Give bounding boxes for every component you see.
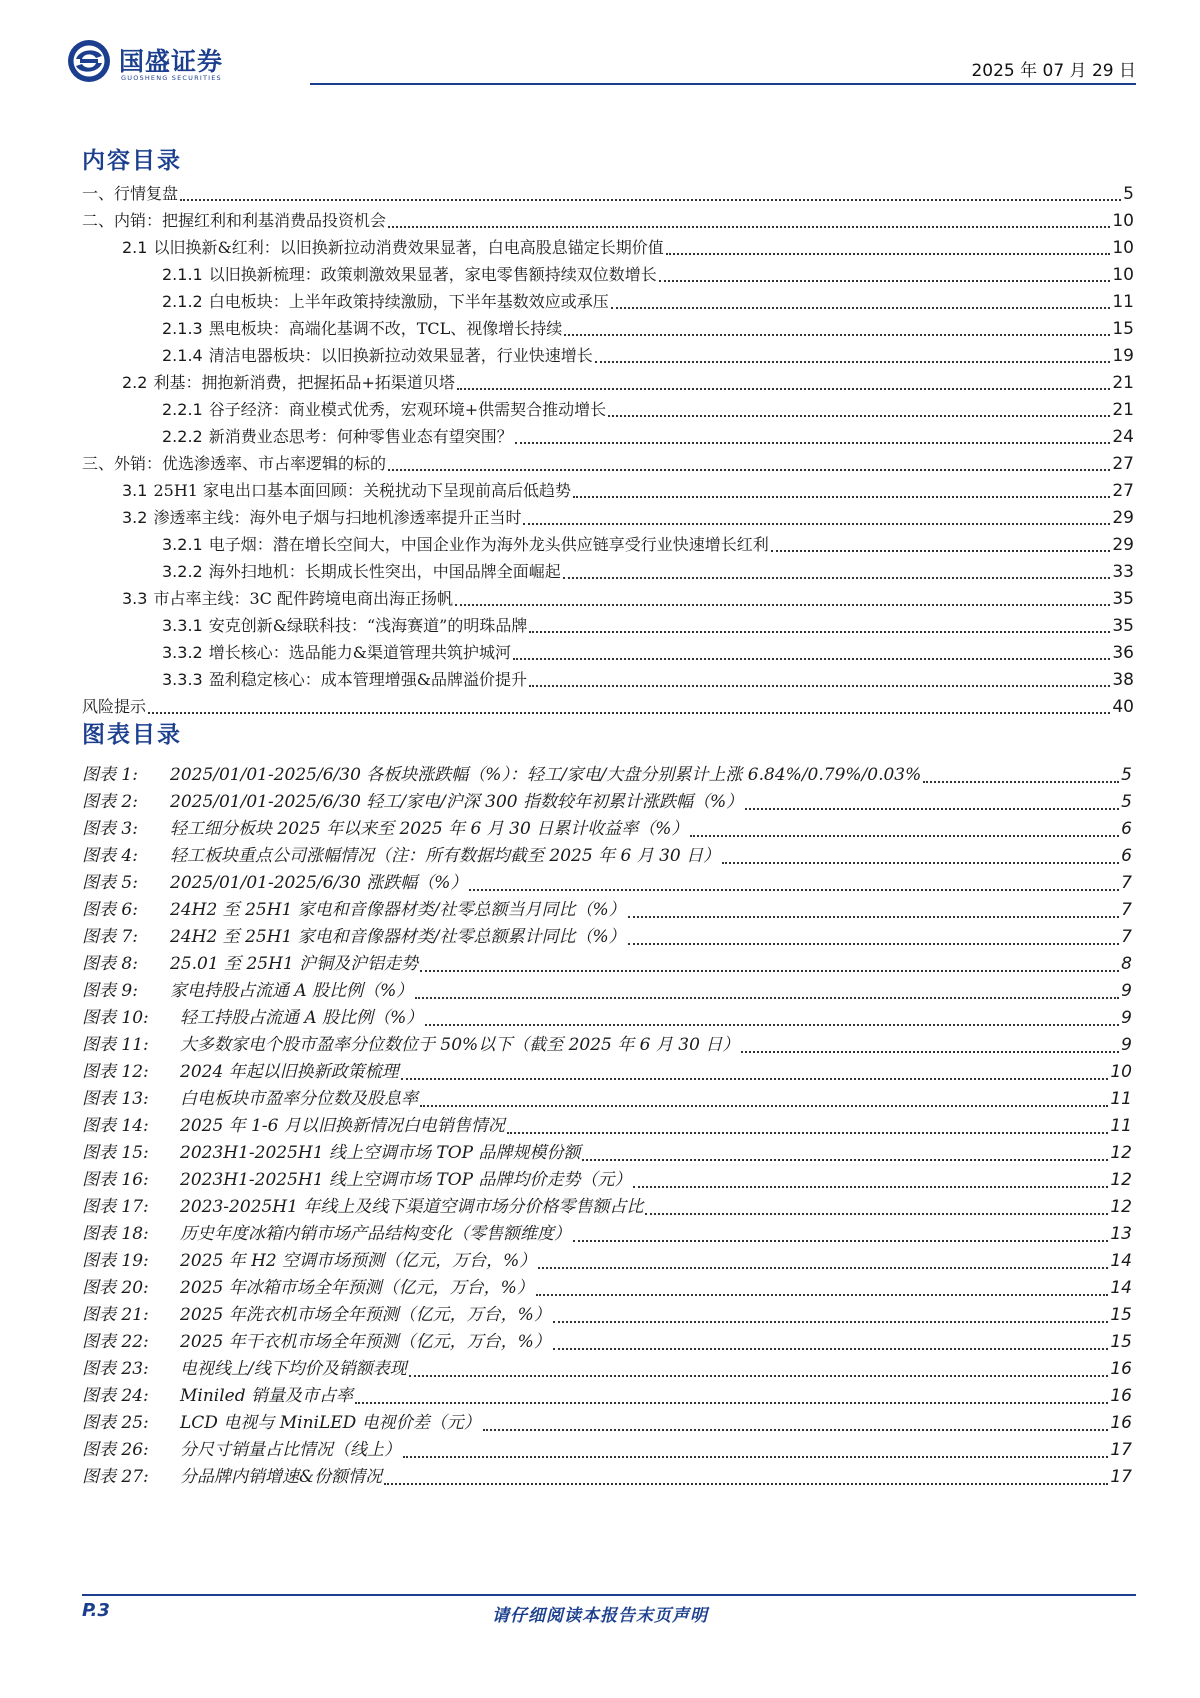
figure-entry-page: 17 <box>1110 1440 1132 1460</box>
toc-entry-text: 一、行情复盘 <box>82 184 179 203</box>
figure-entry-label: 图表 1: <box>82 765 138 785</box>
figure-entry[interactable] <box>82 1059 1132 1086</box>
figure-entry-caption: Miniled 销量及市占率 <box>180 1386 354 1406</box>
figure-entry-page: 7 <box>1121 927 1132 947</box>
dot-leader <box>425 1024 1119 1026</box>
figure-entry[interactable] <box>82 924 1132 951</box>
report-date: 2025 年 07 月 29 日 <box>971 61 1136 81</box>
figure-entry-caption: 大多数家电个股市盈率分位数位于 50%以下（截至 2025 年 6 月 30 日） <box>180 1035 740 1055</box>
figure-entry-page: 13 <box>1110 1224 1132 1244</box>
figure-entry-page: 7 <box>1121 900 1132 920</box>
dot-leader <box>608 415 1110 417</box>
dot-leader <box>180 199 1121 201</box>
dot-leader <box>564 334 1110 336</box>
figure-entry-label: 图表 6: <box>82 900 138 920</box>
figure-entry[interactable] <box>82 1086 1132 1113</box>
toc-title: 内容目录 <box>82 148 182 174</box>
figure-entry-caption: 分品牌内销增速&份额情况 <box>180 1467 383 1487</box>
toc-entry[interactable] <box>122 234 1134 261</box>
figure-entry-page: 11 <box>1110 1116 1132 1136</box>
dot-leader <box>645 1213 1108 1215</box>
toc-entry[interactable] <box>162 531 1134 558</box>
figure-entry[interactable] <box>82 1221 1132 1248</box>
toc-entry-text: 增长核心：选品能力&渠道管理共筑护城河 <box>208 643 511 662</box>
toc-entry-text: 渗透率主线：海外电子烟与扫地机渗透率提升正当时 <box>153 508 522 527</box>
figure-entry-label: 图表 10: <box>82 1008 149 1028</box>
figure-entry-page: 7 <box>1121 873 1132 893</box>
disclaimer-text: 请仔细阅读本报告末页声明 <box>492 1606 708 1626</box>
toc-entry-number: 2.2 <box>122 373 148 392</box>
toc-entry-page: 36 <box>1112 643 1134 663</box>
toc-entry-text: 以旧换新&红利：以旧换新拉动消费效果显著，白电高股息锚定长期价值 <box>153 238 664 257</box>
figure-entry-page: 9 <box>1121 981 1132 1001</box>
dot-leader <box>690 835 1119 837</box>
figure-entry[interactable] <box>82 870 1132 897</box>
figure-entry-label: 图表 4: <box>82 846 138 866</box>
toc-entry-number: 3.3.1 <box>162 616 203 635</box>
logo-english-name: GUOSHENG SECURITIES <box>121 74 222 82</box>
dot-leader <box>628 943 1120 945</box>
figure-entry-page: 6 <box>1121 846 1132 866</box>
toc-entry[interactable] <box>162 639 1134 666</box>
figure-entry[interactable] <box>82 897 1132 924</box>
figure-entry-label: 图表 15: <box>82 1143 149 1163</box>
figure-entry-label: 图表 2: <box>82 792 138 812</box>
dot-leader <box>513 658 1110 660</box>
toc-entry[interactable] <box>162 666 1134 693</box>
figure-entry-page: 15 <box>1110 1332 1132 1352</box>
dot-leader <box>923 781 1119 783</box>
figure-entry-caption: 2023H1-2025H1 线上空调市场 TOP 品牌规模份额 <box>180 1143 581 1163</box>
dot-leader <box>483 1429 1109 1431</box>
figure-entry[interactable] <box>82 1194 1132 1221</box>
figure-entry-page: 9 <box>1121 1008 1132 1028</box>
figure-entry-label: 图表 24: <box>82 1386 149 1406</box>
dot-leader <box>722 862 1119 864</box>
figure-entry-label: 图表 26: <box>82 1440 149 1460</box>
figure-entry-label: 图表 17: <box>82 1197 149 1217</box>
figure-entry-caption: 电视线上/线下均价及销额表现 <box>180 1359 407 1379</box>
toc-entry-number: 2.1.4 <box>162 346 203 365</box>
toc-entry-text: 市占率主线：3C 配件跨境电商出海正扬帆 <box>153 589 453 608</box>
toc-entry[interactable] <box>122 369 1134 396</box>
toc-entry-number: 3.3.3 <box>162 670 203 689</box>
dot-leader <box>401 1078 1109 1080</box>
toc-entry-text: 安克创新&绿联科技：“浅海赛道”的明珠品牌 <box>208 616 528 635</box>
dot-leader <box>529 631 1110 633</box>
figure-entry-label: 图表 8: <box>82 954 138 974</box>
figure-entry-page: 16 <box>1110 1413 1132 1433</box>
figure-entry[interactable] <box>82 1005 1132 1032</box>
figure-entry-label: 图表 25: <box>82 1413 149 1433</box>
figure-entry-page: 10 <box>1110 1062 1132 1082</box>
toc-entry-page: 21 <box>1112 373 1134 393</box>
figure-entry-caption: 家电持股占流通 A 股比例（%） <box>170 981 414 1001</box>
toc-entry[interactable] <box>122 585 1134 612</box>
figure-entry-caption: 历史年度冰箱内销市场产品结构变化（零售额维度） <box>180 1224 571 1244</box>
toc-entry-page: 11 <box>1112 292 1134 312</box>
figure-entry-caption: 2024 年起以旧换新政策梳理 <box>180 1062 399 1082</box>
figure-entry-page: 5 <box>1121 792 1132 812</box>
figure-entry[interactable] <box>82 1437 1132 1464</box>
toc-entry[interactable] <box>122 504 1134 531</box>
figure-entry-caption: 2025 年干衣机市场全年预测（亿元，万台，%） <box>180 1332 551 1352</box>
dot-leader <box>741 1051 1119 1053</box>
dot-leader <box>745 808 1119 810</box>
dot-leader <box>573 496 1110 498</box>
toc-entry[interactable] <box>162 558 1134 585</box>
toc-entry-text: 利基：拥抱新消费，把握拓品+拓渠道贝塔 <box>153 373 455 392</box>
toc-entry-number: 2.2.1 <box>162 400 203 419</box>
toc-entry[interactable] <box>82 693 1134 720</box>
figure-entry-caption: 2025/01/01-2025/6/30 轻工/家电/沪深 300 指数较年初累计涨跌幅（%） <box>170 792 744 812</box>
dot-leader <box>420 1105 1108 1107</box>
toc-entry-page: 27 <box>1112 481 1134 501</box>
dot-leader <box>553 1321 1109 1323</box>
figure-entry-page: 14 <box>1110 1251 1132 1271</box>
dot-leader <box>771 550 1111 552</box>
dot-leader <box>633 1186 1108 1188</box>
toc-entry-number: 3.2.1 <box>162 535 203 554</box>
figure-entry[interactable] <box>82 789 1132 816</box>
figure-entry[interactable] <box>82 1410 1132 1437</box>
toc-entry[interactable] <box>82 450 1134 477</box>
dot-leader <box>355 1402 1108 1404</box>
figure-entry-label: 图表 27: <box>82 1467 149 1487</box>
figure-entry-label: 图表 19: <box>82 1251 149 1271</box>
dot-leader <box>573 1240 1108 1242</box>
figure-entry-page: 15 <box>1110 1305 1132 1325</box>
toc-entry[interactable] <box>162 423 1134 450</box>
figure-entry[interactable] <box>82 1113 1132 1140</box>
dot-leader <box>388 226 1110 228</box>
figure-entry-caption: 24H2 至 25H1 家电和音像器材类/社零总额累计同比（%） <box>170 927 626 947</box>
figure-entry-label: 图表 18: <box>82 1224 149 1244</box>
figure-entry-caption: 25.01 至 25H1 沪铜及沪铝走势 <box>170 954 419 974</box>
dot-leader <box>388 469 1110 471</box>
figure-entry[interactable] <box>82 1248 1132 1275</box>
toc-entry-number: 3.1 <box>122 481 148 500</box>
figure-entry-page: 12 <box>1110 1143 1132 1163</box>
figure-entry-label: 图表 7: <box>82 927 138 947</box>
figure-entry-caption: 轻工持股占流通 A 股比例（%） <box>180 1008 424 1028</box>
figure-entry[interactable] <box>82 1383 1132 1410</box>
figure-entry-label: 图表 13: <box>82 1089 149 1109</box>
toc-entry-number: 2.1.1 <box>162 265 203 284</box>
toc-entry-page: 24 <box>1112 427 1134 447</box>
figure-entry-page: 6 <box>1121 819 1132 839</box>
figure-entry[interactable] <box>82 1356 1132 1383</box>
company-logo <box>66 38 366 84</box>
dot-leader <box>553 1348 1109 1350</box>
dot-leader <box>582 1159 1108 1161</box>
dot-leader <box>563 577 1111 579</box>
figure-entry-caption: 2023-2025H1 年线上及线下渠道空调市场分价格零售额占比 <box>180 1197 644 1217</box>
dot-leader <box>536 1294 1109 1296</box>
dot-leader <box>457 388 1110 390</box>
dot-leader <box>611 307 1111 309</box>
toc-entry[interactable] <box>162 342 1134 369</box>
dot-leader <box>415 997 1119 999</box>
toc-entry[interactable] <box>162 396 1134 423</box>
figure-entry[interactable] <box>82 1275 1132 1302</box>
figure-entry[interactable] <box>82 951 1132 978</box>
toc-entry[interactable] <box>162 288 1134 315</box>
figure-entry-label: 图表 22: <box>82 1332 149 1352</box>
toc-entry-page: 15 <box>1112 319 1134 339</box>
toc-entry-page: 29 <box>1112 535 1134 555</box>
dot-leader <box>515 442 1111 444</box>
page-header <box>66 38 1136 84</box>
figure-entry-page: 16 <box>1110 1386 1132 1406</box>
figure-entry[interactable] <box>82 762 1132 789</box>
toc-entry-text: 黑电板块：高端化基调不改，TCL、视像增长持续 <box>208 319 563 338</box>
dot-leader <box>538 1267 1108 1269</box>
figure-entry-page: 11 <box>1110 1089 1132 1109</box>
dot-leader <box>409 1375 1109 1377</box>
dot-leader <box>523 523 1110 525</box>
figure-entry[interactable] <box>82 843 1132 870</box>
toc-entry-number: 3.2 <box>122 508 148 527</box>
toc-entry-text: 二、内销：把握红利和利基消费品投资机会 <box>82 211 387 230</box>
toc-entry-text: 以旧换新梳理：政策刺激效果显著，家电零售额持续双位数增长 <box>208 265 657 284</box>
toc-entry-page: 10 <box>1112 265 1134 285</box>
logo-chinese-name: 国盛证券 <box>119 47 224 76</box>
toc-entry-page: 10 <box>1112 238 1134 258</box>
header-divider <box>310 83 1136 85</box>
toc-entry-page: 10 <box>1112 211 1134 231</box>
figure-entry[interactable] <box>82 1140 1132 1167</box>
dot-leader <box>628 916 1120 918</box>
figure-entry-caption: 轻工板块重点公司涨幅情况（注：所有数据均截至 2025 年 6 月 30 日） <box>170 846 721 866</box>
figure-entry-label: 图表 14: <box>82 1116 149 1136</box>
toc-entry[interactable] <box>122 477 1134 504</box>
toc-entry-number: 3.2.2 <box>162 562 203 581</box>
toc-entry-text: 盈利稳定核心：成本管理增强&品牌溢价提升 <box>208 670 527 689</box>
toc-entry-page: 21 <box>1112 400 1134 420</box>
dot-leader <box>659 280 1111 282</box>
figure-entry-caption: 分尺寸销量占比情况（线上） <box>180 1440 401 1460</box>
figure-entry-page: 5 <box>1121 765 1132 785</box>
figure-entry-caption: 2025 年 1-6 月以旧换新情况白电销售情况 <box>180 1116 505 1136</box>
figure-entry-page: 9 <box>1121 1035 1132 1055</box>
page-number: P.3 <box>82 1600 110 1621</box>
toc-entry-text: 25H1 家电出口基本面回顾：关税扰动下呈现前高后低趋势 <box>153 481 572 500</box>
toc-entry-page: 5 <box>1123 184 1134 204</box>
toc-entry-page: 38 <box>1112 670 1134 690</box>
toc-entry-number: 3.3.2 <box>162 643 203 662</box>
toc-entry-page: 29 <box>1112 508 1134 528</box>
figure-entry[interactable] <box>82 1464 1132 1491</box>
toc-entry-text: 白电板块：上半年政策持续激励，下半年基数效应或承压 <box>208 292 609 311</box>
figure-entry-page: 14 <box>1110 1278 1132 1298</box>
figure-entry-label: 图表 21: <box>82 1305 149 1325</box>
figure-entry-caption: 2025 年 H2 空调市场预测（亿元，万台，%） <box>180 1251 537 1271</box>
figure-entry-caption: 2025/01/01-2025/6/30 涨跌幅（%） <box>170 873 468 893</box>
toc-entry-page: 35 <box>1112 616 1134 636</box>
figure-entry-label: 图表 3: <box>82 819 138 839</box>
figure-entry[interactable] <box>82 1302 1132 1329</box>
toc-entry[interactable] <box>162 261 1134 288</box>
dot-leader <box>455 604 1110 606</box>
figure-entry-caption: 白电板块市盈率分位数及股息率 <box>180 1089 418 1109</box>
figure-entry[interactable] <box>82 978 1132 1005</box>
figure-entry-page: 8 <box>1121 954 1132 974</box>
figure-entry-label: 图表 20: <box>82 1278 149 1298</box>
toc-entry-text: 海外扫地机：长期成长性突出，中国品牌全面崛起 <box>208 562 561 581</box>
toc-entry-text: 风险提示 <box>82 697 147 716</box>
toc-entry-page: 19 <box>1112 346 1134 366</box>
figure-entry-caption: 24H2 至 25H1 家电和音像器材类/社零总额当月同比（%） <box>170 900 626 920</box>
figure-entry[interactable] <box>82 1032 1132 1059</box>
footer-divider <box>82 1594 1136 1596</box>
dot-leader <box>507 1132 1109 1134</box>
toc-entry-number: 2.2.2 <box>162 427 203 446</box>
figure-entry-label: 图表 9: <box>82 981 138 1001</box>
toc-entry-text: 新消费业态思考：何种零售业态有望突围？ <box>208 427 513 446</box>
toc-entry-number: 2.1 <box>122 238 148 257</box>
toc-entry[interactable] <box>162 315 1134 342</box>
figure-entry-label: 图表 5: <box>82 873 138 893</box>
toc-entry[interactable] <box>162 612 1134 639</box>
dot-leader <box>666 253 1111 255</box>
figure-entry[interactable] <box>82 1167 1132 1194</box>
figure-entry-label: 图表 16: <box>82 1170 149 1190</box>
figures-title: 图表目录 <box>82 722 182 748</box>
dot-leader <box>595 361 1111 363</box>
toc-entry-text: 清洁电器板块：以旧换新拉动效果显著，行业快速增长 <box>208 346 593 365</box>
figure-entry-caption: 轻工细分板块 2025 年以来至 2025 年 6 月 30 日累计收益率（%） <box>170 819 689 839</box>
figure-entry-page: 17 <box>1110 1467 1132 1487</box>
dot-leader <box>529 685 1110 687</box>
toc-entry[interactable] <box>82 207 1134 234</box>
toc-entry-number: 2.1.2 <box>162 292 203 311</box>
toc-entry-number: 2.1.3 <box>162 319 203 338</box>
figure-entry-caption: 2025 年洗衣机市场全年预测（亿元，万台，%） <box>180 1305 551 1325</box>
figure-entry-page: 12 <box>1110 1197 1132 1217</box>
figure-entry-caption: 2025/01/01-2025/6/30 各板块涨跌幅（%）：轻工/家电/大盘分别累计上涨 6.84%/0.79%/0.03% <box>170 765 922 785</box>
dot-leader <box>420 970 1119 972</box>
toc-entry-text: 谷子经济：商业模式优秀，宏观环境+供需契合推动增长 <box>208 400 607 419</box>
figure-entry-page: 12 <box>1110 1170 1132 1190</box>
figure-entry-label: 图表 12: <box>82 1062 149 1082</box>
toc-entry-page: 40 <box>1112 697 1134 717</box>
toc-entry-page: 33 <box>1112 562 1134 582</box>
figure-entry-caption: LCD 电视与 MiniLED 电视价差（元） <box>180 1413 481 1433</box>
toc-entry-number: 3.3 <box>122 589 148 608</box>
dot-leader <box>148 712 1110 714</box>
toc-entry[interactable] <box>82 180 1134 207</box>
dot-leader <box>384 1483 1108 1485</box>
toc-entry-text: 电子烟：潜在增长空间大，中国企业作为海外龙头供应链享受行业快速增长红利 <box>208 535 769 554</box>
figure-entry[interactable] <box>82 816 1132 843</box>
figure-entry-caption: 2023H1-2025H1 线上空调市场 TOP 品牌均价走势（元） <box>180 1170 632 1190</box>
toc-entry-page: 35 <box>1112 589 1134 609</box>
figure-entry-caption: 2025 年冰箱市场全年预测（亿元，万台，%） <box>180 1278 534 1298</box>
dot-leader <box>403 1456 1108 1458</box>
figure-entry-page: 16 <box>1110 1359 1132 1379</box>
toc-entry-page: 27 <box>1112 454 1134 474</box>
toc-entry-text: 三、外销：优选渗透率、市占率逻辑的标的 <box>82 454 387 473</box>
figure-entry-label: 图表 11: <box>82 1035 149 1055</box>
figure-entry-label: 图表 23: <box>82 1359 149 1379</box>
figure-entry[interactable] <box>82 1329 1132 1356</box>
dot-leader <box>469 889 1119 891</box>
logo-emblem-icon <box>66 38 114 84</box>
